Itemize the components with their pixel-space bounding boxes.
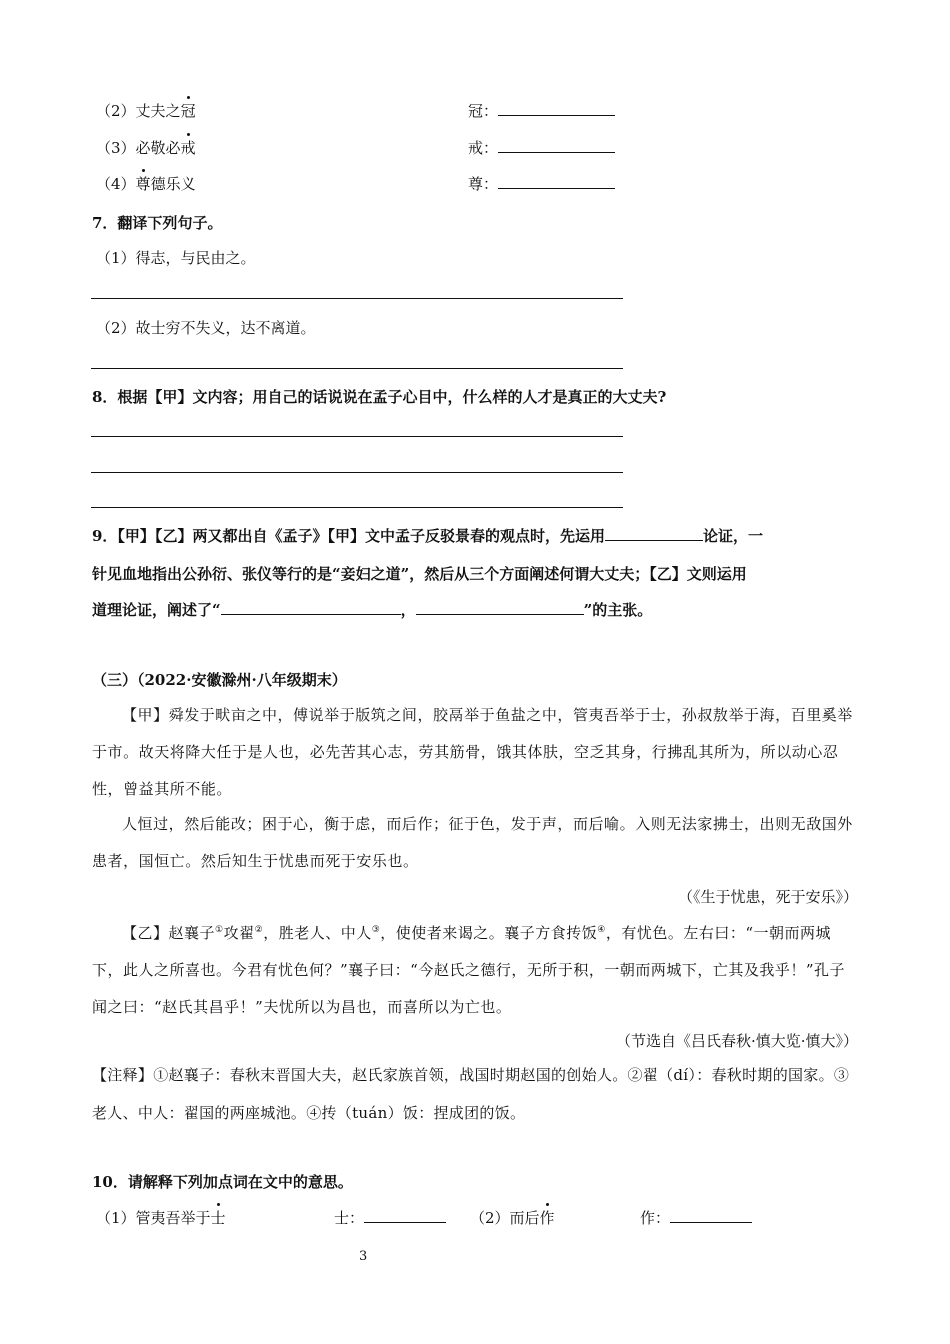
dotted-char: 作 — [539, 1209, 555, 1227]
q10-answer-2 — [640, 1207, 752, 1228]
q10-item-1 — [96, 1207, 226, 1228]
q6-item-4 — [96, 173, 196, 194]
item-text: 必敬必 — [135, 139, 181, 157]
passage-jia-p1: 【甲】舜发于畎亩之中，傅说举于版筑之间，胶鬲举于鱼盐之中，管夷吾举于士，孙叔敖举于海，百里奚举于市。故天将降大任于是人也，必先苦其心志，劳其筋骨，饿其体肤，空乏其身，行拂乱其所为，所以动心忍性，曾益其所不能。 — [92, 706, 853, 798]
passage-jia-source: （《生于忧患，死于安乐》） — [677, 888, 858, 906]
item-number: （2） — [96, 102, 136, 120]
q9-text: ， — [400, 601, 416, 619]
q9-text: ”的主张。 — [583, 601, 653, 619]
q8-title: 8．根据【甲】文内容；用自己的话说说在孟子心目中，什么样的人才是真正的大丈夫? — [92, 388, 667, 406]
answer-blank[interactable] — [498, 174, 615, 189]
q6-item-2 — [96, 100, 196, 121]
q6-answer-3 — [468, 137, 615, 158]
yi-text: ，有忧色。左右曰：“一朝而两城下，此人之所喜也。今君有忧色何？”襄子曰：“今赵氏之德行，无所于积，一朝而两城下，亡其及我乎！”孔子闻之曰：“赵氏其昌乎！”夫忧所以为昌也，而喜所以为亡也。 — [92, 924, 846, 1016]
footnote-marker: ① — [215, 925, 224, 935]
answer-label: 士： — [334, 1209, 365, 1227]
q9-text: 论证，一 — [702, 527, 763, 545]
yi-text: ，胜老人、中人 — [263, 924, 372, 942]
q9-line-2: 针见血地指出公孙衍、张仪等行的是“妾妇之道”，然后从三个方面阐述何谓大丈夫；【乙】文则运用 — [92, 565, 747, 583]
answer-blank[interactable] — [364, 1208, 446, 1223]
q7-sentence-2: （2）故士穷不失义，达不离道。 — [96, 319, 316, 337]
dotted-char: 尊 — [135, 175, 151, 193]
item-number: （4） — [96, 175, 136, 193]
item-text: 德乐义 — [150, 175, 196, 193]
section-heading: （三）（2022·安徽滁州·八年级期末） — [92, 671, 347, 689]
q10-title: 10．请解释下列加点词在文中的意思。 — [92, 1173, 353, 1191]
q10-answer-1 — [334, 1207, 446, 1228]
annotation-note: 【注释】①赵襄子：春秋末晋国大夫，赵氏家族首领，战国时期赵国的创始人。②翟（dí）：春秋时期的国家。③老人、中人：翟国的两座城池。④抟（tuán）饭：捏成团的饭。 — [92, 1066, 850, 1122]
q9-text: 9．【甲】【乙】两又都出自《孟子》【甲】文中孟子反驳景春的观点时，先运用 — [92, 527, 605, 545]
yi-text: 【乙】赵襄子 — [122, 924, 216, 942]
q6-answer-4 — [468, 173, 615, 194]
yi-text: ，使使者来谒之。襄子方食抟饭 — [380, 924, 598, 942]
answer-blank[interactable] — [498, 138, 615, 153]
answer-line[interactable] — [91, 298, 623, 299]
q9-line-1 — [92, 525, 763, 546]
item-number: （3） — [96, 139, 136, 157]
q6-answer-2 — [468, 100, 615, 121]
answer-label: 戒： — [468, 139, 499, 157]
yi-text: 攻翟 — [223, 924, 255, 942]
answer-label: 尊： — [468, 175, 499, 193]
answer-line[interactable] — [91, 436, 623, 437]
answer-blank[interactable] — [498, 101, 615, 116]
footnote-marker: ④ — [597, 925, 606, 935]
dotted-char: 戒 — [180, 139, 196, 157]
answer-line[interactable] — [91, 472, 623, 473]
item-text: （1）管夷吾举于 — [96, 1209, 211, 1227]
q9-blank-1[interactable] — [605, 526, 703, 541]
answer-blank[interactable] — [670, 1208, 752, 1223]
answer-label: 冠： — [468, 102, 499, 120]
passage-jia-p2: 人恒过，然后能改；困于心，衡于虑，而后作；征于色，发于声，而后喻。入则无法家拂士，出则无敌国外患者，国恒亡。然后知生于忧患而死于安乐也。 — [92, 815, 853, 870]
footnote-marker: ③ — [371, 925, 381, 935]
answer-line[interactable] — [91, 507, 623, 508]
passage-yi — [92, 912, 860, 1026]
q9-blank-3[interactable] — [416, 600, 584, 615]
q7-title: 7．翻译下列句子。 — [92, 214, 223, 232]
q6-item-3 — [96, 137, 196, 158]
answer-line[interactable] — [91, 368, 623, 369]
item-text: （2）而后 — [470, 1209, 540, 1227]
q9-text: 道理论证，阐述了“ — [92, 601, 221, 619]
answer-label: 作： — [640, 1209, 671, 1227]
q9-line-3 — [92, 599, 652, 620]
page-number: 3 — [359, 1249, 368, 1264]
passage-yi-source: （节选自《吕氏春秋·慎大览·慎大》） — [615, 1032, 858, 1050]
dotted-char: 冠 — [180, 102, 196, 120]
dotted-char: 士 — [210, 1209, 226, 1227]
q10-item-2 — [470, 1207, 555, 1228]
q9-blank-2[interactable] — [221, 600, 401, 615]
item-text: 丈夫之 — [135, 102, 181, 120]
footnote-marker: ② — [254, 925, 264, 935]
q7-sentence-1: （1）得志，与民由之。 — [96, 249, 256, 267]
